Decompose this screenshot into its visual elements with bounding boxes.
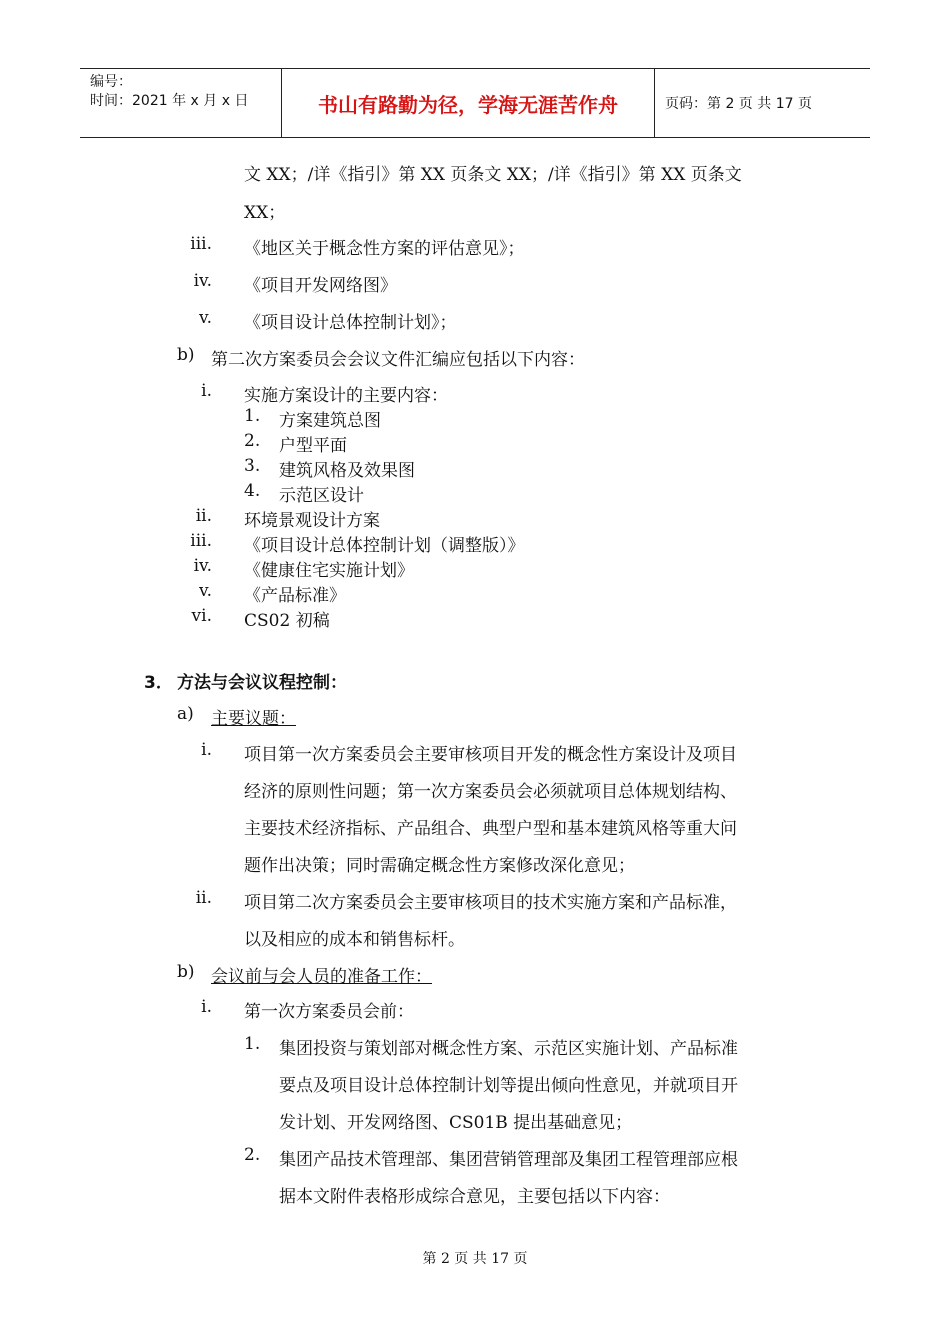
- list-marker: v.: [199, 581, 212, 601]
- list-marker: i.: [201, 997, 212, 1017]
- list-item: 环境景观设计方案: [244, 511, 380, 531]
- list-item: 第一次方案委员会前：: [244, 1002, 414, 1022]
- text-line: 项目第二次方案委员会主要审核项目的技术实施方案和产品标准，: [244, 893, 737, 913]
- list-item: 方案建筑总图: [279, 411, 381, 431]
- list-marker: 1.: [244, 406, 261, 426]
- list-item: 《项目设计总体控制计划》；: [244, 313, 457, 333]
- list-item: 《产品标准》: [244, 586, 346, 606]
- header-code: 编号：: [90, 74, 132, 90]
- list-item: 《项目设计总体控制计划（调整版）》: [244, 536, 525, 556]
- list-item: 《地区关于概念性方案的评估意见》；: [244, 239, 525, 259]
- header-meta: [80, 69, 282, 137]
- section-number: 3．: [144, 673, 173, 693]
- header-page-info: 页码：第 2 页 共 17 页: [665, 96, 812, 112]
- section-title: 方法与会议议程控制：: [177, 673, 347, 693]
- page-footer: 第 2 页 共 17 页: [422, 1251, 528, 1267]
- list-item: 建筑风格及效果图: [279, 461, 415, 481]
- text-line: 题作出决策；同时需确定概念性方案修改深化意见；: [244, 856, 635, 876]
- list-item: 示范区设计: [279, 486, 364, 506]
- text-line: 集团投资与策划部对概念性方案、示范区实施计划、产品标准: [279, 1039, 738, 1059]
- list-marker: b): [177, 962, 195, 982]
- list-marker: 4.: [244, 481, 261, 501]
- list-marker: b): [177, 345, 195, 365]
- text-line: 项目第一次方案委员会主要审核项目开发的概念性方案设计及项目: [244, 745, 737, 765]
- list-marker: 2.: [244, 431, 261, 451]
- list-item: CS02 初稿: [244, 611, 330, 631]
- header-date: 时间：2021 年 x 月 x 日: [90, 93, 249, 109]
- list-item: 《健康住宅实施计划》: [244, 561, 414, 581]
- subsection-title: 会议前与会人员的准备工作：: [211, 967, 432, 987]
- text-line: 集团产品技术管理部、集团营销管理部及集团工程管理部应根: [279, 1150, 738, 1170]
- subsection-title: 主要议题：: [211, 709, 296, 729]
- list-item: 户型平面: [279, 436, 347, 456]
- list-item: 《项目开发网络图》: [244, 276, 397, 296]
- text-line: 据本文附件表格形成综合意见，主要包括以下内容：: [279, 1187, 670, 1207]
- text-line: 要点及项目设计总体控制计划等提出倾向性意见，并就项目开: [279, 1076, 738, 1096]
- list-marker: iii.: [190, 234, 212, 254]
- list-marker: v.: [199, 308, 212, 328]
- text-line: 发计划、开发网络图、CS01B 提出基础意见；: [279, 1113, 633, 1133]
- text-line: 主要技术经济指标、产品组合、典型户型和基本建筑风格等重大问: [244, 819, 737, 839]
- list-marker: iv.: [193, 271, 212, 291]
- list-marker: iii.: [190, 531, 212, 551]
- list-item: 实施方案设计的主要内容：: [244, 386, 448, 406]
- list-marker: 3.: [244, 456, 261, 476]
- list-marker: i.: [201, 740, 212, 760]
- list-marker: i.: [201, 381, 212, 401]
- page-header: [80, 68, 870, 138]
- list-marker: vi.: [191, 606, 212, 626]
- text-line: 文 XX；/详《指引》第 XX 页条文 XX；/详《指引》第 XX 页条文: [244, 165, 742, 185]
- list-marker: 2.: [244, 1145, 261, 1165]
- list-marker: a): [177, 704, 194, 724]
- text-line: XX；: [244, 203, 286, 223]
- list-item: 第二次方案委员会会议文件汇编应包括以下内容：: [211, 350, 585, 370]
- text-line: 以及相应的成本和销售标杆。: [244, 930, 465, 950]
- list-marker: 1.: [244, 1034, 261, 1054]
- text-line: 经济的原则性问题；第一次方案委员会必须就项目总体规划结构、: [244, 782, 737, 802]
- list-marker: ii.: [195, 506, 212, 526]
- list-marker: iv.: [193, 556, 212, 576]
- list-marker: ii.: [195, 888, 212, 908]
- header-motto: 书山有路勤为径，学海无涯苦作舟: [282, 69, 655, 137]
